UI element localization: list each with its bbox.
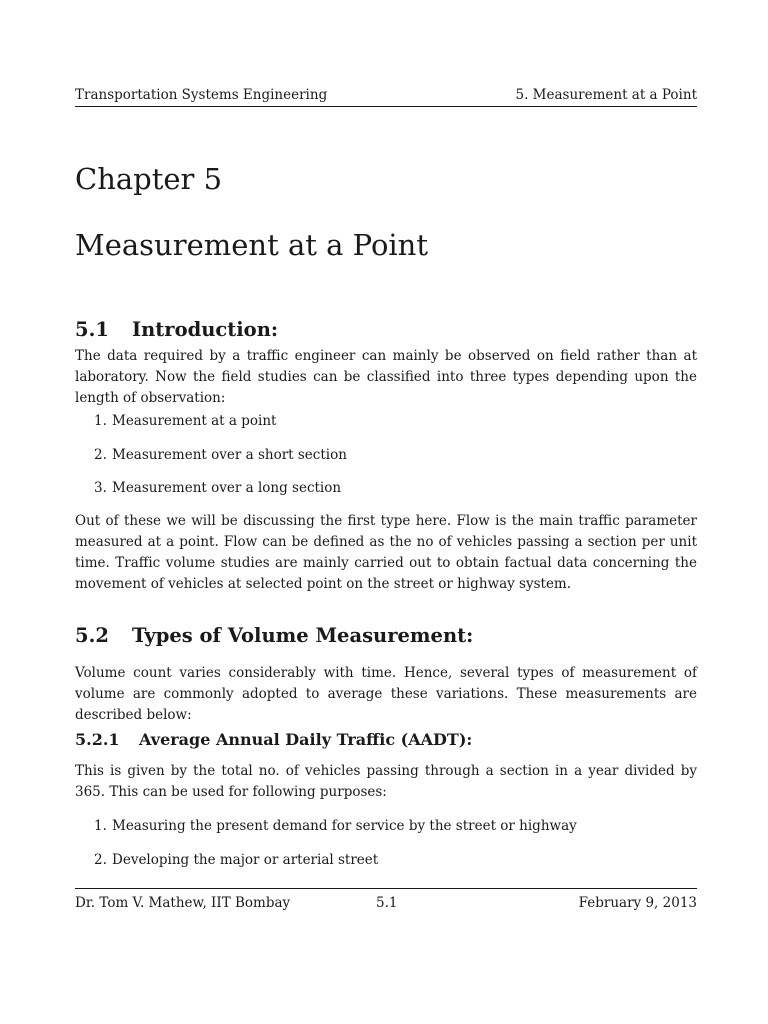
list-item-text: Developing the major or arterial street bbox=[112, 851, 379, 868]
footer-author: Dr. Tom V. Mathew, IIT Bombay bbox=[75, 895, 291, 911]
list-item-number: 2. bbox=[94, 851, 107, 868]
list-item bbox=[94, 850, 694, 884]
chapter-label: Chapter 5 bbox=[75, 162, 223, 196]
header-rule bbox=[75, 106, 697, 107]
introduction-paragraph: The data required by a traffic engineer can mainly be observed on field rather than at laboratory. Now the field studies can be classified into three types depending upon the length of observation: bbox=[75, 348, 697, 406]
section-heading-volume-types bbox=[75, 623, 473, 649]
footer-date: February 9, 2013 bbox=[578, 895, 697, 911]
subsection-heading-aadt bbox=[75, 729, 472, 751]
list-item-text: Measurement over a short section bbox=[112, 446, 347, 463]
aadt-purposes-list bbox=[94, 816, 694, 883]
section-number: 5.1 bbox=[75, 318, 109, 341]
footer-page-number: 5.1 bbox=[376, 895, 398, 911]
subsection-number: 5.2.1 bbox=[75, 730, 120, 749]
volume-count-paragraph: Volume count varies considerably with time. Hence, several types of measurement of volume are commonly adopted to average these variations. These measurements are described below: bbox=[75, 665, 697, 723]
list-item bbox=[94, 411, 694, 445]
list-item-number: 2. bbox=[94, 446, 107, 463]
list-item bbox=[94, 816, 694, 850]
list-item bbox=[94, 478, 694, 512]
section-heading-introduction bbox=[75, 317, 278, 343]
header-chapter-title: 5. Measurement at a Point bbox=[515, 87, 697, 103]
list-item-text: Measurement over a long section bbox=[112, 480, 342, 496]
list-item-text: Measuring the present demand for service by the street or highway bbox=[112, 818, 577, 834]
list-item-number: 1. bbox=[94, 413, 107, 429]
list-item-text: Measurement at a point bbox=[112, 413, 277, 429]
section-title: Types of Volume Measurement: bbox=[132, 624, 474, 647]
footer-rule bbox=[75, 888, 697, 889]
list-item-number: 3. bbox=[94, 480, 107, 496]
chapter-title: Measurement at a Point bbox=[75, 228, 429, 262]
running-footer bbox=[75, 894, 697, 912]
flow-definition-paragraph: Out of these we will be discussing the first type here. Flow is the main traffic parameter measured at a point. Flow can be defined as the no of vehicles passing a section per unit time. Traffic volume studies are mainly carried out to obtain factual data concerning the movement of vehicles at selected point on the street or highway system. bbox=[75, 513, 697, 592]
running-header bbox=[75, 86, 697, 104]
section-number: 5.2 bbox=[75, 624, 109, 647]
aadt-paragraph: This is given by the total no. of vehicles passing through a section in a year divided by 365. This can be used for following purposes: bbox=[75, 763, 697, 800]
section-title: Introduction: bbox=[132, 318, 279, 341]
observation-types-list bbox=[94, 411, 694, 512]
subsection-title: Average Annual Daily Traffic (AADT): bbox=[139, 730, 473, 749]
list-item bbox=[94, 445, 694, 479]
header-course-title: Transportation Systems Engineering bbox=[75, 87, 328, 103]
list-item-number: 1. bbox=[94, 818, 107, 834]
